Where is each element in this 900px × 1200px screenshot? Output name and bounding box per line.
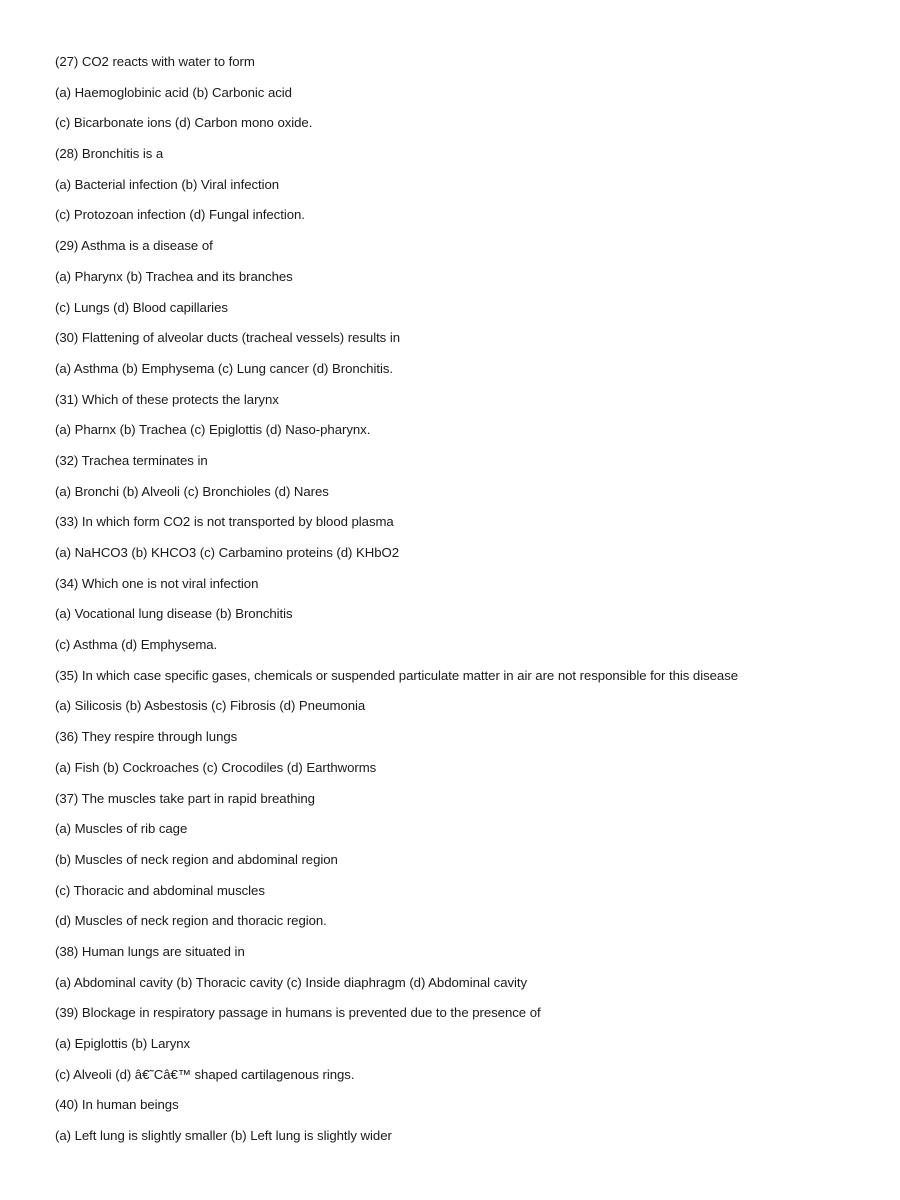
question-37-stem: (37) The muscles take part in rapid breathing [55, 790, 315, 806]
question-36-options: (a) Fish (b) Cockroaches (c) Crocodiles (d) Earthworms [55, 759, 377, 775]
question-37-option-b: (b) Muscles of neck region and abdominal region [55, 851, 338, 867]
question-28-stem: (28) Bronchitis is a [55, 146, 164, 162]
question-33-options: (a) NaHCO3 (b) KHCO3 (c) Carbamino proteins (d) KHbO2 [55, 545, 399, 560]
question-34-stem: (34) Which one is not viral infection [55, 575, 259, 591]
question-40-options-ab: (a) Left lung is slightly smaller (b) Left lung is slightly wider [55, 1128, 392, 1144]
question-28-options-cd: (c) Protozoan infection (d) Fungal infection. [55, 207, 305, 223]
question-27-options-cd: (c) Bicarbonate ions (d) Carbon mono oxide. [55, 115, 313, 131]
question-36-stem: (36) They respire through lungs [55, 729, 238, 745]
question-32-stem: (32) Trachea terminates in [55, 452, 208, 468]
question-34-options-cd: (c) Asthma (d) Emphysema. [55, 637, 218, 653]
question-31-stem: (31) Which of these protects the larynx [55, 391, 279, 407]
question-30-stem: (30) Flattening of alveolar ducts (tracheal vessels) results in [55, 330, 401, 346]
question-39-options-cd: (c) Alveoli (d) â€˜Câ€™ shaped cartilagenous rings. [55, 1066, 355, 1082]
question-30-options: (a) Asthma (b) Emphysema (c) Lung cancer (d) Bronchitis. [55, 360, 393, 376]
question-29-options-ab: (a) Pharynx (b) Trachea and its branches [55, 268, 293, 284]
document-page [55, 47, 885, 1152]
question-27-options-ab: (a) Haemoglobinic acid (b) Carbonic acid [55, 84, 292, 100]
question-39-stem: (39) Blockage in respiratory passage in humans is prevented due to the presence of [55, 1005, 541, 1021]
question-39-options-ab: (a) Epiglottis (b) Larynx [55, 1036, 191, 1051]
question-28-options-ab: (a) Bacterial infection (b) Viral infection [55, 176, 280, 192]
question-35-options: (a) Silicosis (b) Asbestosis (c) Fibrosis (d) Pneumonia [55, 698, 366, 714]
question-34-options-ab: (a) Vocational lung disease (b) Bronchitis [55, 606, 293, 622]
question-38-options: (a) Abdominal cavity (b) Thoracic cavity (c) Inside diaphragm (d) Abdominal cavity [55, 974, 528, 990]
question-37-option-a: (a) Muscles of rib cage [55, 821, 188, 837]
question-32-options: (a) Bronchi (b) Alveoli (c) Bronchioles (d) Nares [55, 483, 329, 499]
question-38-stem: (38) Human lungs are situated in [55, 943, 245, 959]
question-31-options: (a) Pharnx (b) Trachea (c) Epiglottis (d) Naso-pharynx. [55, 422, 371, 438]
question-35-stem: (35) In which case specific gases, chemicals or suspended particulate matter in air are not responsible for this disease [55, 667, 739, 683]
question-33-stem: (33) In which form CO2 is not transported by blood plasma [55, 514, 394, 530]
question-29-options-cd: (c) Lungs (d) Blood capillaries [55, 299, 228, 315]
question-27-stem: (27) CO2 reacts with water to form [55, 54, 255, 69]
question-40-stem: (40) In human beings [55, 1097, 179, 1113]
question-37-option-d: (d) Muscles of neck region and thoracic region. [55, 913, 327, 929]
question-29-stem: (29) Asthma is a disease of [55, 238, 213, 254]
question-37-option-c: (c) Thoracic and abdominal muscles [55, 882, 265, 898]
